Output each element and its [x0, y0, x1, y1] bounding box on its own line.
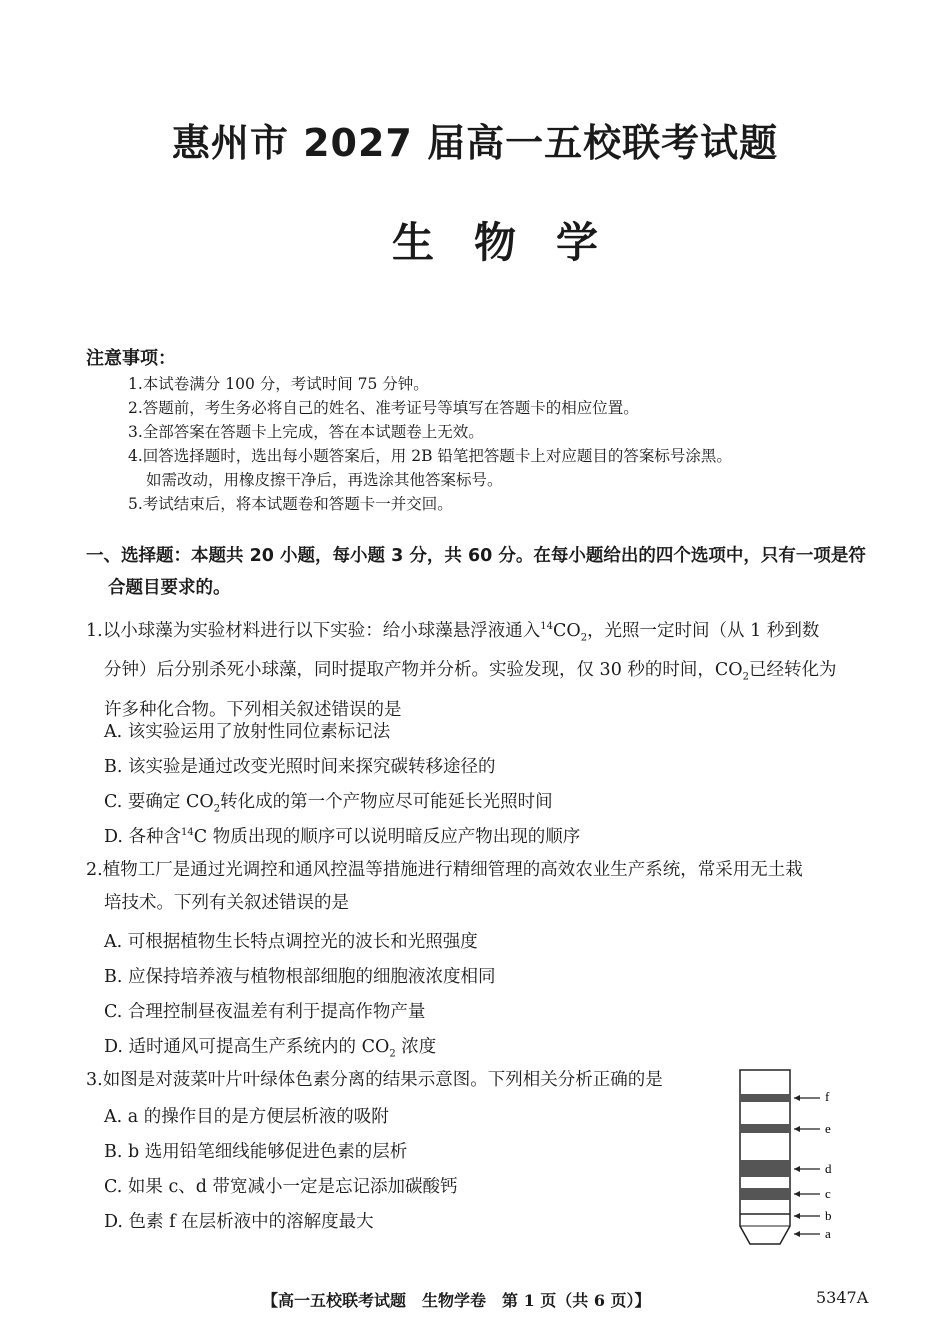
- q3-line-1: 3.如图是对菠菜叶片叶绿体色素分离的结果示意图。下列相关分析正确的是: [86, 1070, 663, 1090]
- section-line-2: 合题目要求的。: [108, 578, 231, 598]
- chromatography-strip-diagram: [728, 1066, 858, 1256]
- label-d: d: [825, 1161, 832, 1176]
- question-1: [86, 610, 876, 727]
- q2-option-d: D. 适时通风可提高生产系统内的 $CO_2$ 浓度: [104, 1037, 437, 1060]
- notes-heading: 注意事项：: [86, 348, 176, 369]
- label-c: c: [825, 1186, 831, 1201]
- paper-code: 5347A: [816, 1288, 869, 1307]
- question-2: [86, 854, 876, 920]
- q3-option-c: C. 如果 c、d 带宽减小一定是忘记添加碳酸钙: [104, 1177, 458, 1197]
- label-b: b: [825, 1208, 832, 1223]
- q2-line-1: 2.植物工厂是通过光调控和通风控温等措施进行精细管理的高效农业生产系统，常采用无土栽: [86, 860, 803, 880]
- band-f: [740, 1094, 790, 1102]
- q1-option-d: D. 各种含$^{14}$C 物质出现的顺序可以说明暗反应产物出现的顺序: [104, 827, 581, 847]
- note-item: 2.答题前，考生务必将自己的姓名、准考证号等填写在答题卡的相应位置。: [128, 399, 639, 417]
- band-c: [740, 1188, 790, 1200]
- q1-line-3: 许多种化合物。下列相关叙述错误的是: [104, 699, 402, 720]
- q3-option-d: D. 色素 f 在层析液中的溶解度最大: [104, 1212, 374, 1232]
- band-e: [740, 1124, 790, 1133]
- page-footer: 【高一五校联考试题 生物学卷 第 1 页（共 6 页）】: [262, 1291, 651, 1310]
- note-item: 如需改动，用橡皮擦干净后，再选涂其他答案标号。: [146, 471, 503, 489]
- q1-line-1: 1.以小球藻为实验材料进行以下实验：给小球藻悬浮液通入$^{14}CO_2$，光照一定时间（从 1 秒到数: [86, 620, 820, 644]
- note-item: 4.回答选择题时，选出每小题答案后，用 2B 铅笔把答题卡上对应题目的答案标号涂黑。: [128, 447, 732, 465]
- label-a: a: [825, 1226, 831, 1241]
- exam-title: 惠州市 2027 届高一五校联考试题: [171, 121, 779, 165]
- q1-option-c: C. 要确定 $CO_2$转化成的第一个产物应尽可能延长光照时间: [104, 792, 553, 815]
- band-d: [740, 1160, 790, 1177]
- section-line-1: 一、选择题：本题共 20 小题，每小题 3 分，共 60 分。在每小题给出的四个选项中，只有一项是符: [86, 546, 866, 566]
- q1-option-a: A. 该实验运用了放射性同位素标记法: [104, 722, 391, 742]
- q1-option-b: B. 该实验是通过改变光照时间来探究碳转移途径的: [104, 757, 496, 777]
- section-heading: [86, 540, 876, 604]
- q3-option-a: A. a 的操作目的是方便层析液的吸附: [104, 1107, 389, 1127]
- subject-title: 生物学: [391, 218, 638, 267]
- q2-option-b: B. 应保持培养液与植物根部细胞的细胞液浓度相同: [104, 967, 496, 987]
- note-item: 1.本试卷满分 100 分，考试时间 75 分钟。: [128, 375, 429, 393]
- q2-option-a: A. 可根据植物生长特点调控光的波长和光照强度: [104, 932, 478, 952]
- note-item: 5.考试结束后，将本试题卷和答题卡一并交回。: [128, 495, 453, 513]
- q3-option-b: B. b 选用铅笔细线能够促进色素的层析: [104, 1142, 408, 1162]
- label-f: f: [825, 1089, 830, 1104]
- q2-line-2: 培技术。下列有关叙述错误的是: [104, 893, 349, 913]
- note-item: 3.全部答案在答题卡上完成，答在本试题卷上无效。: [128, 423, 484, 441]
- label-e: e: [825, 1121, 831, 1136]
- q2-option-c: C. 合理控制昼夜温差有利于提高作物产量: [104, 1002, 426, 1022]
- q1-line-2: 分钟）后分别杀死小球藻，同时提取产物并分析。实验发现，仅 30 秒的时间，$CO_2$已经转化为: [104, 660, 837, 683]
